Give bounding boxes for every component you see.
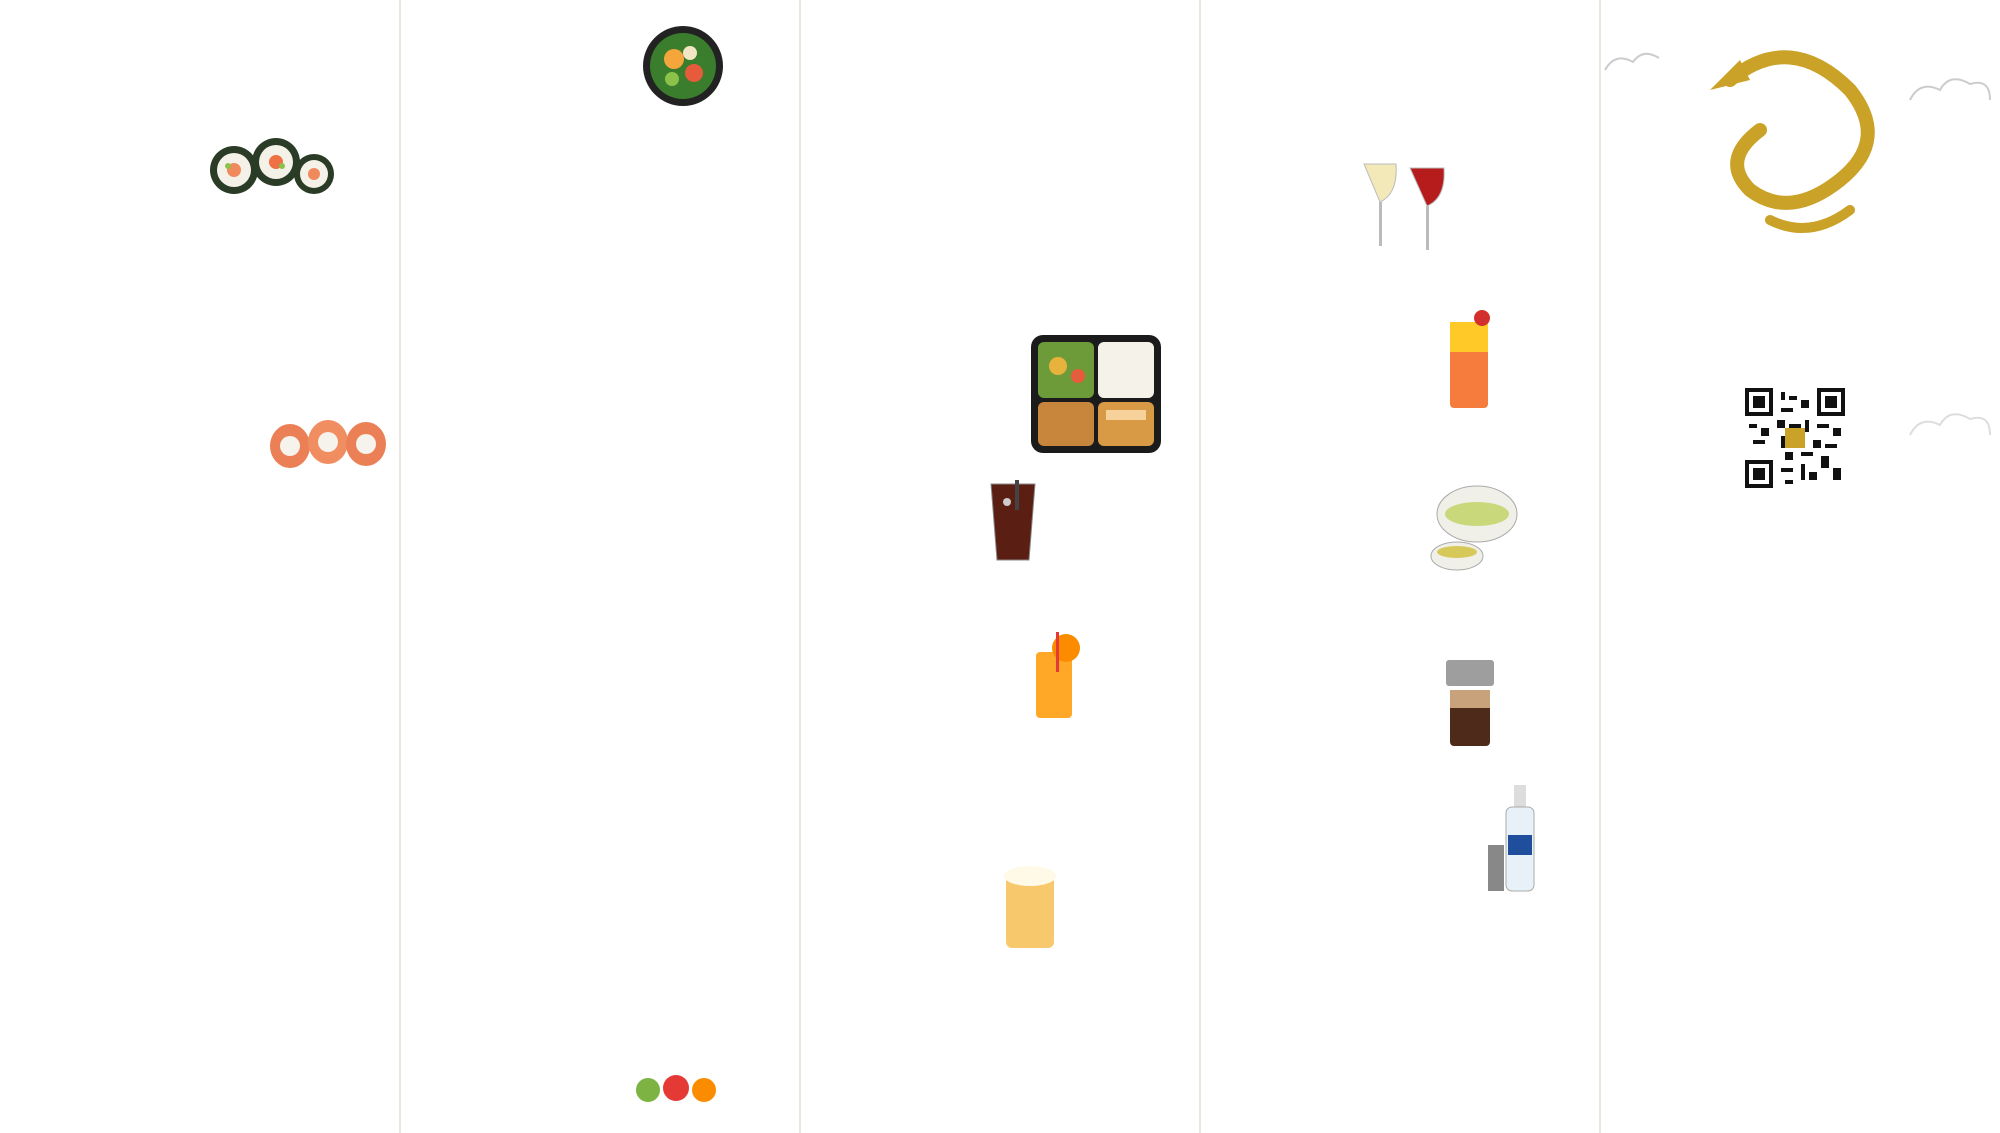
menu-item[interactable] <box>16 264 384 281</box>
menu-item[interactable] <box>16 388 384 405</box>
futo-header <box>16 140 384 198</box>
softdrink-section <box>814 115 1188 133</box>
coffee-icon <box>1438 654 1502 750</box>
softdrink-title <box>814 115 1188 133</box>
cola-icon <box>985 480 1041 564</box>
futo-list <box>16 202 384 405</box>
menu-item[interactable] <box>16 542 384 559</box>
menu-item[interactable] <box>410 217 788 234</box>
menu-list <box>410 43 788 292</box>
mochi-photo <box>632 1070 722 1106</box>
column-rolls <box>0 0 398 1133</box>
kaffee-title <box>1214 32 1588 50</box>
menu-item[interactable] <box>16 573 384 590</box>
contact-block <box>1600 280 2000 292</box>
menu-item[interactable] <box>16 16 384 33</box>
menu-item[interactable] <box>410 43 788 60</box>
beer-icon <box>1000 862 1060 952</box>
menu-item[interactable] <box>410 101 788 118</box>
juice-icon <box>1022 632 1086 722</box>
menu-item[interactable] <box>16 78 384 95</box>
bowl-photo <box>640 23 726 109</box>
menu-item[interactable] <box>16 511 384 528</box>
dragon-logo-icon <box>1650 30 1950 270</box>
tea-icon <box>1425 478 1525 574</box>
logo <box>1650 30 1950 270</box>
menu-item[interactable] <box>814 84 1188 101</box>
column-info <box>1600 0 2000 1133</box>
kaffee-section <box>1214 32 1588 50</box>
menu-item[interactable] <box>16 295 384 312</box>
column-bowl-menu <box>400 0 798 1133</box>
menu-item[interactable] <box>410 159 788 176</box>
menu-item[interactable] <box>16 326 384 343</box>
futo-roll-photo <box>206 126 336 206</box>
menu-item[interactable] <box>814 53 1188 70</box>
rainbow-list <box>16 16 384 126</box>
bento-photo <box>1028 332 1164 456</box>
vodka-icon <box>1488 785 1550 895</box>
menu-item[interactable] <box>814 22 1188 39</box>
menu-item[interactable] <box>16 449 384 466</box>
menu-item[interactable] <box>16 357 384 374</box>
menu-item[interactable] <box>410 188 788 205</box>
menu-item[interactable] <box>16 604 384 621</box>
menu-item[interactable] <box>410 275 788 292</box>
column-bento-drinks <box>800 0 1198 1133</box>
qr-code-icon <box>1745 388 1845 488</box>
menu-item[interactable] <box>16 480 384 497</box>
cocktail-icon <box>1440 302 1498 412</box>
tempura-list <box>16 418 384 621</box>
menu-item[interactable] <box>410 72 788 89</box>
hours-block <box>1600 506 2000 526</box>
wine-glass-icon <box>1350 160 1460 260</box>
menu-item[interactable] <box>16 233 384 250</box>
menu-item[interactable] <box>16 202 384 219</box>
menu-item[interactable] <box>410 130 788 147</box>
menu-item[interactable] <box>16 109 384 126</box>
menu-item[interactable] <box>16 418 384 435</box>
cloud-decor-icon <box>1900 395 2000 455</box>
column-drinks-extras <box>1200 0 1598 1133</box>
bowl-title <box>410 12 788 33</box>
menu-item[interactable] <box>16 47 384 64</box>
menu-item[interactable] <box>410 246 788 263</box>
bento-list <box>814 22 1188 101</box>
